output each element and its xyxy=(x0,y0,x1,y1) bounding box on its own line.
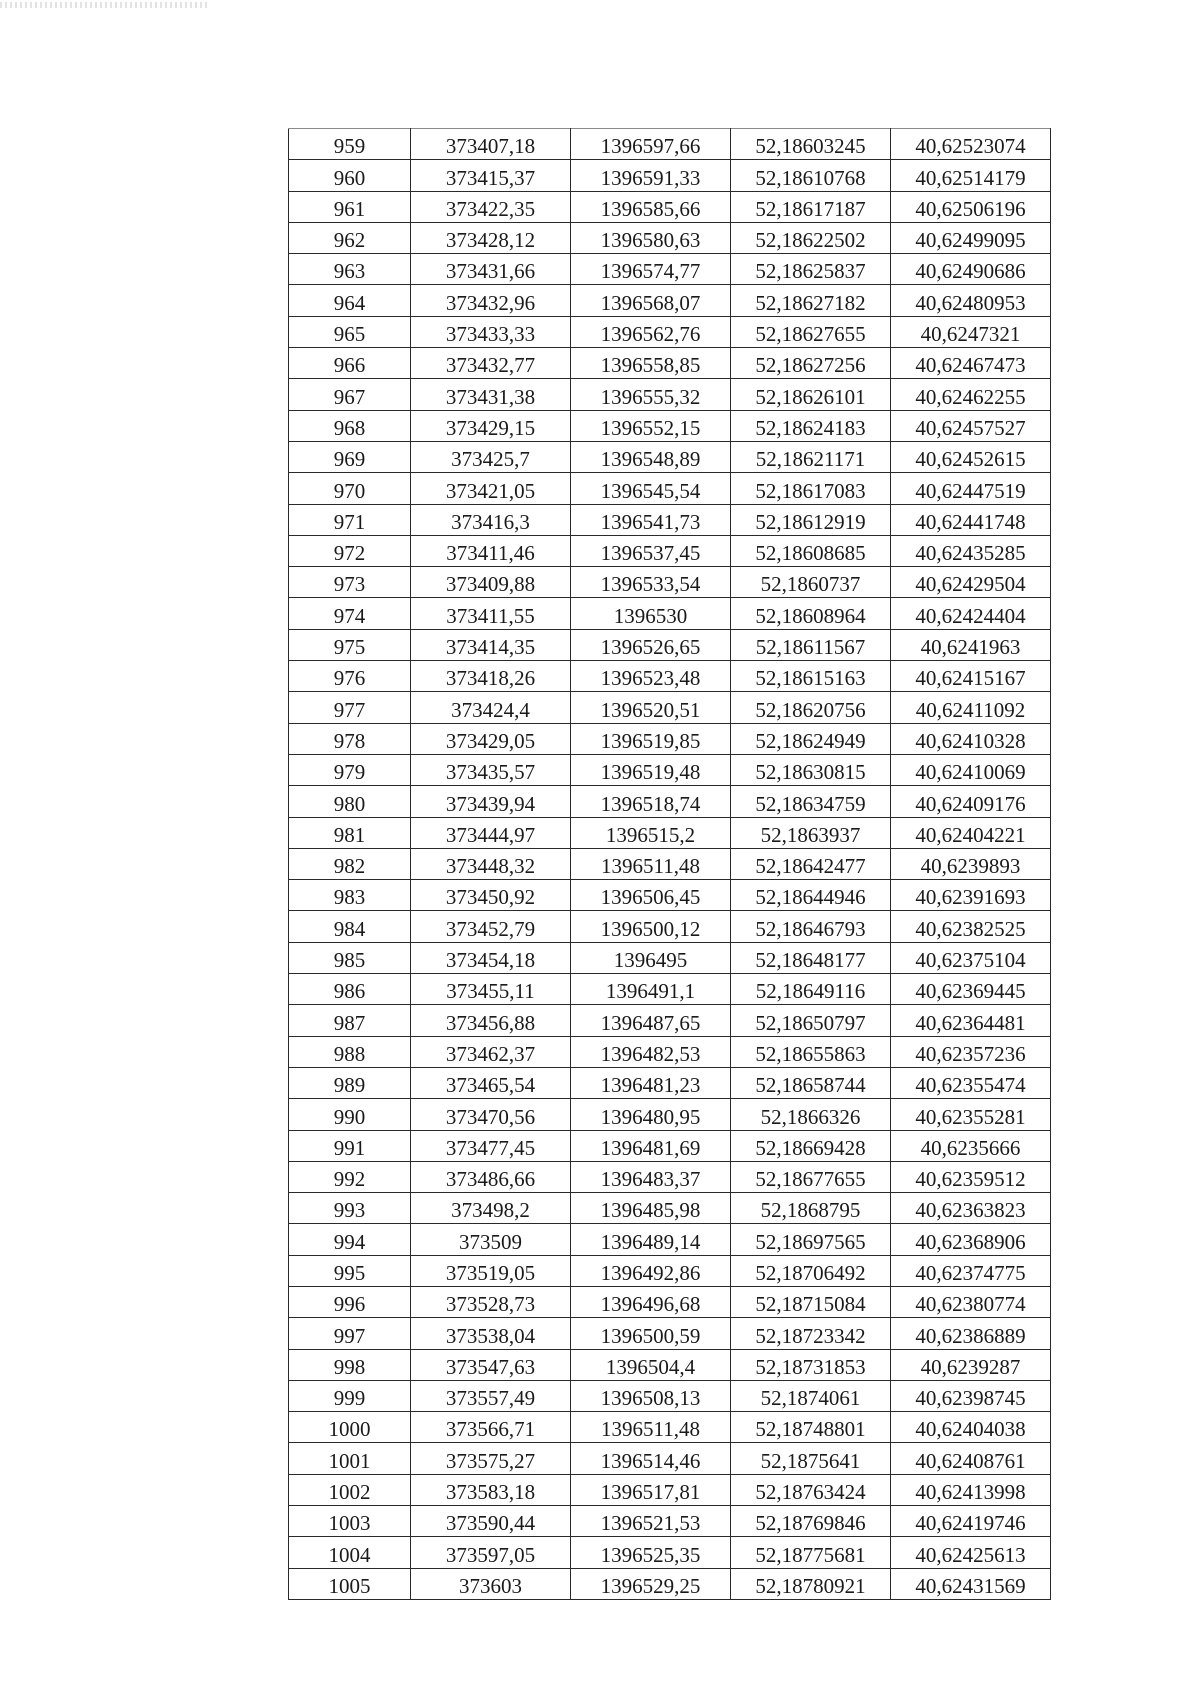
x-coordinate-cell: 373428,12 xyxy=(411,222,571,253)
table-row xyxy=(289,754,1051,785)
longitude-cell: 40,62462255 xyxy=(891,379,1051,410)
latitude-cell: 52,18697565 xyxy=(731,1224,891,1255)
x-coordinate-cell: 373429,15 xyxy=(411,410,571,441)
table-row xyxy=(289,316,1051,347)
point-number-cell: 1003 xyxy=(289,1506,411,1537)
y-coordinate-cell: 1396495 xyxy=(571,942,731,973)
point-number-cell: 987 xyxy=(289,1005,411,1036)
longitude-cell: 40,62391693 xyxy=(891,880,1051,911)
point-number-cell: 1004 xyxy=(289,1537,411,1568)
x-coordinate-cell: 373547,63 xyxy=(411,1349,571,1380)
x-coordinate-cell: 373462,37 xyxy=(411,1036,571,1067)
point-number-cell: 966 xyxy=(289,348,411,379)
longitude-cell: 40,62490686 xyxy=(891,254,1051,285)
point-number-cell: 989 xyxy=(289,1067,411,1098)
latitude-cell: 52,18655863 xyxy=(731,1036,891,1067)
point-number-cell: 993 xyxy=(289,1193,411,1224)
y-coordinate-cell: 1396480,95 xyxy=(571,1099,731,1130)
y-coordinate-cell: 1396537,45 xyxy=(571,535,731,566)
longitude-cell: 40,62523074 xyxy=(891,129,1051,160)
y-coordinate-cell: 1396519,48 xyxy=(571,754,731,785)
point-number-cell: 976 xyxy=(289,661,411,692)
longitude-cell: 40,62380774 xyxy=(891,1286,1051,1317)
latitude-cell: 52,18624949 xyxy=(731,723,891,754)
point-number-cell: 988 xyxy=(289,1036,411,1067)
table-row xyxy=(289,911,1051,942)
table-row xyxy=(289,410,1051,441)
latitude-cell: 52,18723342 xyxy=(731,1318,891,1349)
table-row xyxy=(289,786,1051,817)
point-number-cell: 1001 xyxy=(289,1443,411,1474)
y-coordinate-cell: 1396580,63 xyxy=(571,222,731,253)
point-number-cell: 983 xyxy=(289,880,411,911)
longitude-cell: 40,62404221 xyxy=(891,817,1051,848)
x-coordinate-cell: 373425,7 xyxy=(411,441,571,472)
latitude-cell: 52,18612919 xyxy=(731,504,891,535)
latitude-cell: 52,18775681 xyxy=(731,1537,891,1568)
x-coordinate-cell: 373519,05 xyxy=(411,1255,571,1286)
y-coordinate-cell: 1396496,68 xyxy=(571,1286,731,1317)
x-coordinate-cell: 373444,97 xyxy=(411,817,571,848)
latitude-cell: 52,1868795 xyxy=(731,1193,891,1224)
table-row xyxy=(289,535,1051,566)
point-number-cell: 1002 xyxy=(289,1474,411,1505)
y-coordinate-cell: 1396481,69 xyxy=(571,1130,731,1161)
table-row xyxy=(289,723,1051,754)
latitude-cell: 52,18748801 xyxy=(731,1412,891,1443)
y-coordinate-cell: 1396500,59 xyxy=(571,1318,731,1349)
longitude-cell: 40,62435285 xyxy=(891,535,1051,566)
table-row xyxy=(289,1380,1051,1411)
latitude-cell: 52,1860737 xyxy=(731,567,891,598)
longitude-cell: 40,6241963 xyxy=(891,629,1051,660)
x-coordinate-cell: 373486,66 xyxy=(411,1161,571,1192)
table-row xyxy=(289,1318,1051,1349)
x-coordinate-cell: 373411,55 xyxy=(411,598,571,629)
latitude-cell: 52,18608964 xyxy=(731,598,891,629)
longitude-cell: 40,62386889 xyxy=(891,1318,1051,1349)
latitude-cell: 52,18706492 xyxy=(731,1255,891,1286)
latitude-cell: 52,18669428 xyxy=(731,1130,891,1161)
point-number-cell: 995 xyxy=(289,1255,411,1286)
table-row xyxy=(289,1286,1051,1317)
longitude-cell: 40,6235666 xyxy=(891,1130,1051,1161)
y-coordinate-cell: 1396487,65 xyxy=(571,1005,731,1036)
point-number-cell: 982 xyxy=(289,848,411,879)
point-number-cell: 979 xyxy=(289,754,411,785)
latitude-cell: 52,18658744 xyxy=(731,1067,891,1098)
point-number-cell: 959 xyxy=(289,129,411,160)
x-coordinate-cell: 373448,32 xyxy=(411,848,571,879)
point-number-cell: 960 xyxy=(289,160,411,191)
latitude-cell: 52,18648177 xyxy=(731,942,891,973)
longitude-cell: 40,62506196 xyxy=(891,191,1051,222)
latitude-cell: 52,18627655 xyxy=(731,316,891,347)
latitude-cell: 52,18677655 xyxy=(731,1161,891,1192)
point-number-cell: 1005 xyxy=(289,1568,411,1599)
y-coordinate-cell: 1396485,98 xyxy=(571,1193,731,1224)
table-row xyxy=(289,880,1051,911)
longitude-cell: 40,62382525 xyxy=(891,911,1051,942)
table-row xyxy=(289,567,1051,598)
table-body xyxy=(289,129,1051,1600)
table-row xyxy=(289,848,1051,879)
longitude-cell: 40,62499095 xyxy=(891,222,1051,253)
table-row xyxy=(289,473,1051,504)
longitude-cell: 40,62375104 xyxy=(891,942,1051,973)
point-number-cell: 1000 xyxy=(289,1412,411,1443)
point-number-cell: 994 xyxy=(289,1224,411,1255)
table-row xyxy=(289,1474,1051,1505)
y-coordinate-cell: 1396511,48 xyxy=(571,1412,731,1443)
y-coordinate-cell: 1396489,14 xyxy=(571,1224,731,1255)
point-number-cell: 970 xyxy=(289,473,411,504)
latitude-cell: 52,18646793 xyxy=(731,911,891,942)
latitude-cell: 52,18642477 xyxy=(731,848,891,879)
x-coordinate-cell: 373450,92 xyxy=(411,880,571,911)
x-coordinate-cell: 373432,96 xyxy=(411,285,571,316)
latitude-cell: 52,18620756 xyxy=(731,692,891,723)
x-coordinate-cell: 373583,18 xyxy=(411,1474,571,1505)
y-coordinate-cell: 1396482,53 xyxy=(571,1036,731,1067)
y-coordinate-cell: 1396500,12 xyxy=(571,911,731,942)
point-number-cell: 985 xyxy=(289,942,411,973)
latitude-cell: 52,18611567 xyxy=(731,629,891,660)
point-number-cell: 973 xyxy=(289,567,411,598)
x-coordinate-cell: 373456,88 xyxy=(411,1005,571,1036)
point-number-cell: 975 xyxy=(289,629,411,660)
longitude-cell: 40,62355281 xyxy=(891,1099,1051,1130)
x-coordinate-cell: 373566,71 xyxy=(411,1412,571,1443)
x-coordinate-cell: 373424,4 xyxy=(411,692,571,723)
y-coordinate-cell: 1396558,85 xyxy=(571,348,731,379)
point-number-cell: 990 xyxy=(289,1099,411,1130)
table-row xyxy=(289,1193,1051,1224)
y-coordinate-cell: 1396529,25 xyxy=(571,1568,731,1599)
table-row xyxy=(289,1568,1051,1599)
latitude-cell: 52,18627256 xyxy=(731,348,891,379)
table-row xyxy=(289,661,1051,692)
table-row xyxy=(289,1537,1051,1568)
latitude-cell: 52,18627182 xyxy=(731,285,891,316)
longitude-cell: 40,6239893 xyxy=(891,848,1051,879)
point-number-cell: 961 xyxy=(289,191,411,222)
table-row xyxy=(289,1412,1051,1443)
x-coordinate-cell: 373557,49 xyxy=(411,1380,571,1411)
y-coordinate-cell: 1396533,54 xyxy=(571,567,731,598)
x-coordinate-cell: 373432,77 xyxy=(411,348,571,379)
latitude-cell: 52,18715084 xyxy=(731,1286,891,1317)
point-number-cell: 965 xyxy=(289,316,411,347)
table-row xyxy=(289,285,1051,316)
x-coordinate-cell: 373465,54 xyxy=(411,1067,571,1098)
table-row xyxy=(289,348,1051,379)
longitude-cell: 40,62452615 xyxy=(891,441,1051,472)
point-number-cell: 999 xyxy=(289,1380,411,1411)
latitude-cell: 52,18625837 xyxy=(731,254,891,285)
point-number-cell: 986 xyxy=(289,974,411,1005)
table-row xyxy=(289,1130,1051,1161)
latitude-cell: 52,18615163 xyxy=(731,661,891,692)
y-coordinate-cell: 1396483,37 xyxy=(571,1161,731,1192)
point-number-cell: 996 xyxy=(289,1286,411,1317)
x-coordinate-cell: 373452,79 xyxy=(411,911,571,942)
y-coordinate-cell: 1396506,45 xyxy=(571,880,731,911)
longitude-cell: 40,62467473 xyxy=(891,348,1051,379)
point-number-cell: 963 xyxy=(289,254,411,285)
longitude-cell: 40,62447519 xyxy=(891,473,1051,504)
latitude-cell: 52,18610768 xyxy=(731,160,891,191)
table-row xyxy=(289,1036,1051,1067)
table-row xyxy=(289,441,1051,472)
latitude-cell: 52,18763424 xyxy=(731,1474,891,1505)
y-coordinate-cell: 1396521,53 xyxy=(571,1506,731,1537)
table-row xyxy=(289,1349,1051,1380)
x-coordinate-cell: 373538,04 xyxy=(411,1318,571,1349)
table-row xyxy=(289,191,1051,222)
longitude-cell: 40,62355474 xyxy=(891,1067,1051,1098)
x-coordinate-cell: 373431,38 xyxy=(411,379,571,410)
longitude-cell: 40,62429504 xyxy=(891,567,1051,598)
table-row xyxy=(289,1255,1051,1286)
longitude-cell: 40,62431569 xyxy=(891,1568,1051,1599)
point-number-cell: 972 xyxy=(289,535,411,566)
latitude-cell: 52,18630815 xyxy=(731,754,891,785)
table-row xyxy=(289,160,1051,191)
latitude-cell: 52,18649116 xyxy=(731,974,891,1005)
table-row xyxy=(289,1224,1051,1255)
longitude-cell: 40,62364481 xyxy=(891,1005,1051,1036)
coordinates-table xyxy=(288,128,1051,1600)
longitude-cell: 40,62408761 xyxy=(891,1443,1051,1474)
y-coordinate-cell: 1396511,48 xyxy=(571,848,731,879)
table-row xyxy=(289,1067,1051,1098)
latitude-cell: 52,18617187 xyxy=(731,191,891,222)
y-coordinate-cell: 1396492,86 xyxy=(571,1255,731,1286)
point-number-cell: 977 xyxy=(289,692,411,723)
point-number-cell: 974 xyxy=(289,598,411,629)
longitude-cell: 40,62425613 xyxy=(891,1537,1051,1568)
y-coordinate-cell: 1396555,32 xyxy=(571,379,731,410)
latitude-cell: 52,1863937 xyxy=(731,817,891,848)
y-coordinate-cell: 1396574,77 xyxy=(571,254,731,285)
y-coordinate-cell: 1396541,73 xyxy=(571,504,731,535)
y-coordinate-cell: 1396504,4 xyxy=(571,1349,731,1380)
table-row xyxy=(289,1506,1051,1537)
longitude-cell: 40,6247321 xyxy=(891,316,1051,347)
y-coordinate-cell: 1396597,66 xyxy=(571,129,731,160)
point-number-cell: 997 xyxy=(289,1318,411,1349)
longitude-cell: 40,62457527 xyxy=(891,410,1051,441)
x-coordinate-cell: 373414,35 xyxy=(411,629,571,660)
y-coordinate-cell: 1396517,81 xyxy=(571,1474,731,1505)
longitude-cell: 40,62357236 xyxy=(891,1036,1051,1067)
point-number-cell: 980 xyxy=(289,786,411,817)
y-coordinate-cell: 1396530 xyxy=(571,598,731,629)
latitude-cell: 52,18769846 xyxy=(731,1506,891,1537)
x-coordinate-cell: 373597,05 xyxy=(411,1537,571,1568)
x-coordinate-cell: 373509 xyxy=(411,1224,571,1255)
longitude-cell: 40,62415167 xyxy=(891,661,1051,692)
longitude-cell: 40,62480953 xyxy=(891,285,1051,316)
point-number-cell: 998 xyxy=(289,1349,411,1380)
x-coordinate-cell: 373421,05 xyxy=(411,473,571,504)
table-row xyxy=(289,817,1051,848)
y-coordinate-cell: 1396562,76 xyxy=(571,316,731,347)
y-coordinate-cell: 1396591,33 xyxy=(571,160,731,191)
x-coordinate-cell: 373415,37 xyxy=(411,160,571,191)
point-number-cell: 984 xyxy=(289,911,411,942)
table-row xyxy=(289,1005,1051,1036)
table-row xyxy=(289,598,1051,629)
point-number-cell: 968 xyxy=(289,410,411,441)
longitude-cell: 40,62411092 xyxy=(891,692,1051,723)
longitude-cell: 40,62419746 xyxy=(891,1506,1051,1537)
longitude-cell: 40,62404038 xyxy=(891,1412,1051,1443)
latitude-cell: 52,18650797 xyxy=(731,1005,891,1036)
longitude-cell: 40,62409176 xyxy=(891,786,1051,817)
latitude-cell: 52,1875641 xyxy=(731,1443,891,1474)
x-coordinate-cell: 373433,33 xyxy=(411,316,571,347)
x-coordinate-cell: 373498,2 xyxy=(411,1193,571,1224)
latitude-cell: 52,18626101 xyxy=(731,379,891,410)
latitude-cell: 52,18603245 xyxy=(731,129,891,160)
point-number-cell: 967 xyxy=(289,379,411,410)
longitude-cell: 40,62441748 xyxy=(891,504,1051,535)
point-number-cell: 978 xyxy=(289,723,411,754)
longitude-cell: 40,62514179 xyxy=(891,160,1051,191)
table-row xyxy=(289,974,1051,1005)
longitude-cell: 40,62410328 xyxy=(891,723,1051,754)
y-coordinate-cell: 1396515,2 xyxy=(571,817,731,848)
y-coordinate-cell: 1396552,15 xyxy=(571,410,731,441)
point-number-cell: 991 xyxy=(289,1130,411,1161)
table-row xyxy=(289,629,1051,660)
x-coordinate-cell: 373435,57 xyxy=(411,754,571,785)
longitude-cell: 40,62369445 xyxy=(891,974,1051,1005)
point-number-cell: 964 xyxy=(289,285,411,316)
table-row xyxy=(289,254,1051,285)
x-coordinate-cell: 373409,88 xyxy=(411,567,571,598)
x-coordinate-cell: 373454,18 xyxy=(411,942,571,973)
point-number-cell: 962 xyxy=(289,222,411,253)
y-coordinate-cell: 1396514,46 xyxy=(571,1443,731,1474)
longitude-cell: 40,62398745 xyxy=(891,1380,1051,1411)
x-coordinate-cell: 373455,11 xyxy=(411,974,571,1005)
table-row xyxy=(289,942,1051,973)
y-coordinate-cell: 1396568,07 xyxy=(571,285,731,316)
table-row xyxy=(289,222,1051,253)
x-coordinate-cell: 373416,3 xyxy=(411,504,571,535)
y-coordinate-cell: 1396526,65 xyxy=(571,629,731,660)
x-coordinate-cell: 373528,73 xyxy=(411,1286,571,1317)
longitude-cell: 40,6239287 xyxy=(891,1349,1051,1380)
longitude-cell: 40,62363823 xyxy=(891,1193,1051,1224)
scan-artifact xyxy=(0,2,210,8)
table-row xyxy=(289,504,1051,535)
x-coordinate-cell: 373418,26 xyxy=(411,661,571,692)
y-coordinate-cell: 1396585,66 xyxy=(571,191,731,222)
x-coordinate-cell: 373422,35 xyxy=(411,191,571,222)
y-coordinate-cell: 1396518,74 xyxy=(571,786,731,817)
latitude-cell: 52,18624183 xyxy=(731,410,891,441)
x-coordinate-cell: 373411,46 xyxy=(411,535,571,566)
x-coordinate-cell: 373431,66 xyxy=(411,254,571,285)
y-coordinate-cell: 1396545,54 xyxy=(571,473,731,504)
latitude-cell: 52,18634759 xyxy=(731,786,891,817)
x-coordinate-cell: 373590,44 xyxy=(411,1506,571,1537)
y-coordinate-cell: 1396519,85 xyxy=(571,723,731,754)
longitude-cell: 40,62368906 xyxy=(891,1224,1051,1255)
table-row xyxy=(289,379,1051,410)
x-coordinate-cell: 373470,56 xyxy=(411,1099,571,1130)
latitude-cell: 52,18780921 xyxy=(731,1568,891,1599)
point-number-cell: 992 xyxy=(289,1161,411,1192)
x-coordinate-cell: 373603 xyxy=(411,1568,571,1599)
latitude-cell: 52,18617083 xyxy=(731,473,891,504)
longitude-cell: 40,62424404 xyxy=(891,598,1051,629)
latitude-cell: 52,18731853 xyxy=(731,1349,891,1380)
latitude-cell: 52,18608685 xyxy=(731,535,891,566)
y-coordinate-cell: 1396525,35 xyxy=(571,1537,731,1568)
latitude-cell: 52,1866326 xyxy=(731,1099,891,1130)
x-coordinate-cell: 373429,05 xyxy=(411,723,571,754)
latitude-cell: 52,18621171 xyxy=(731,441,891,472)
table-row xyxy=(289,129,1051,160)
y-coordinate-cell: 1396520,51 xyxy=(571,692,731,723)
x-coordinate-cell: 373575,27 xyxy=(411,1443,571,1474)
longitude-cell: 40,62374775 xyxy=(891,1255,1051,1286)
y-coordinate-cell: 1396523,48 xyxy=(571,661,731,692)
longitude-cell: 40,62359512 xyxy=(891,1161,1051,1192)
y-coordinate-cell: 1396481,23 xyxy=(571,1067,731,1098)
point-number-cell: 969 xyxy=(289,441,411,472)
y-coordinate-cell: 1396491,1 xyxy=(571,974,731,1005)
point-number-cell: 981 xyxy=(289,817,411,848)
longitude-cell: 40,62410069 xyxy=(891,754,1051,785)
point-number-cell: 971 xyxy=(289,504,411,535)
x-coordinate-cell: 373477,45 xyxy=(411,1130,571,1161)
y-coordinate-cell: 1396548,89 xyxy=(571,441,731,472)
y-coordinate-cell: 1396508,13 xyxy=(571,1380,731,1411)
longitude-cell: 40,62413998 xyxy=(891,1474,1051,1505)
x-coordinate-cell: 373407,18 xyxy=(411,129,571,160)
latitude-cell: 52,1874061 xyxy=(731,1380,891,1411)
table-row xyxy=(289,692,1051,723)
table-row xyxy=(289,1443,1051,1474)
table-row xyxy=(289,1099,1051,1130)
latitude-cell: 52,18644946 xyxy=(731,880,891,911)
latitude-cell: 52,18622502 xyxy=(731,222,891,253)
x-coordinate-cell: 373439,94 xyxy=(411,786,571,817)
table-row xyxy=(289,1161,1051,1192)
